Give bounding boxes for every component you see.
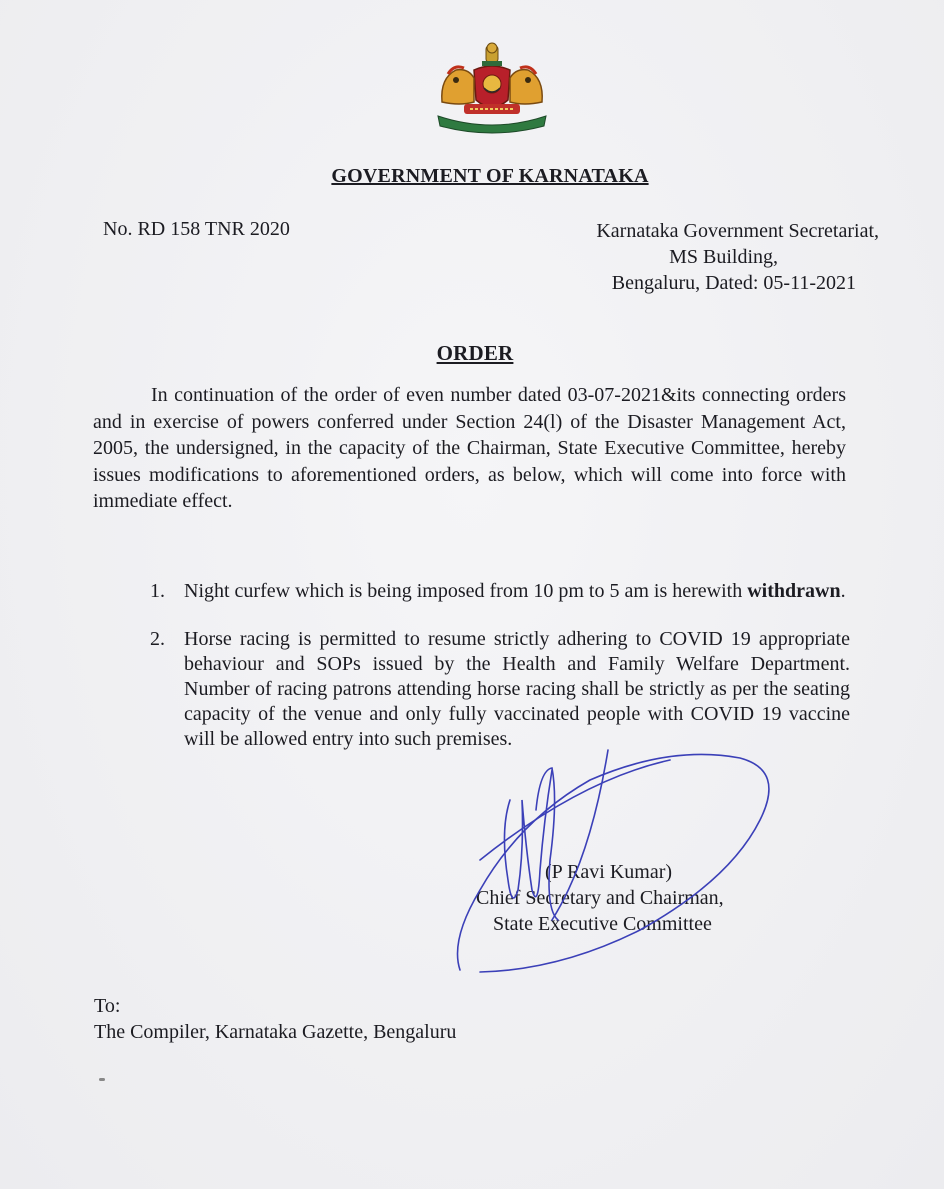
address-line-3-date: Bengaluru, Dated: 05-11-2021 [611,272,856,294]
order-item-2 [150,627,850,752]
government-title: GOVERNMENT OF KARNATAKA [331,165,649,187]
order-item-text: Night curfew which is being imposed from 10 pm to 5 am is herewith withdrawn. [184,580,846,602]
recipient-line: The Compiler, Karnataka Gazette, Bengaluru [94,1021,457,1043]
order-intro-paragraph: In continuation of the order of even number dated 03-07-2021&its connecting orders and in exercise of powers conferred under Section 24(l) of the Disaster Management Act, 2005, the undersigned, in the capacity of the Chairman, State Executive Committee, hereby issues modifications to aforementioned orders, as below, which will come into force with immediate effect. [93,384,846,512]
paper-speck [99,1078,105,1081]
order-item-number: 1. [150,580,165,602]
handwritten-signature [440,740,780,980]
karnataka-emblem-icon [434,40,550,140]
order-item-number: 2. [150,628,165,650]
order-item-text: Horse racing is permitted to resume strictly adhering to COVID 19 appropriate behaviour and SOPs issued by the Health and Family Welfare Department. Number of racing patrons attending horse racing shall be strictly as per the seating capacity of the venue and only fully vaccinated people with COVID 19 vaccine will be allowed entry into such premises. [184,628,850,750]
signatory-name: (P Ravi Kumar) [545,861,673,883]
address-line-1: Karnataka Government Secretariat, [596,220,879,242]
order-title: ORDER [436,341,514,365]
recipient-label: To: [94,995,121,1017]
address-line-2: MS Building, [669,246,778,268]
reference-number: No. RD 158 TNR 2020 [103,218,290,240]
signatory-committee: State Executive Committee [493,913,712,935]
withdrawn-emphasis: withdrawn [747,580,841,602]
signatory-title: Chief Secretary and Chairman, [476,887,724,909]
order-item-1 [150,579,850,604]
